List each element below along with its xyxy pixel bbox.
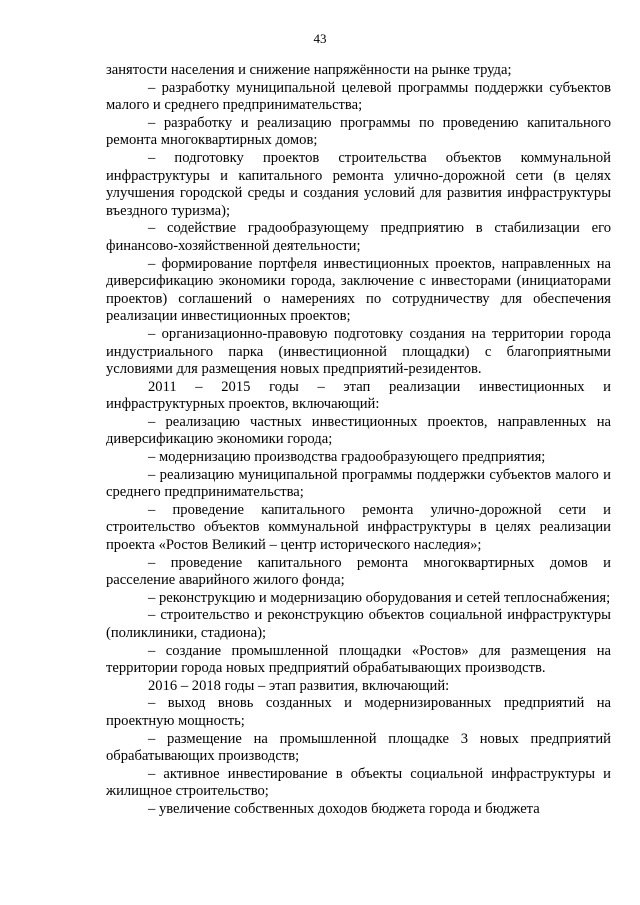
paragraph: занятости населения и снижение напряжённости на рынке труда; (106, 62, 512, 78)
list-item: – выход вновь созданных и модернизированных предприятий на проектную мощность; (106, 695, 611, 729)
list-item: – разработку муниципальной целевой программы поддержки субъектов малого и среднего предпринимательства; (106, 79, 611, 114)
stage-heading: 2011 – 2015 годы – этап реализации инвестиционных и инфраструктурных проектов, включающий: (106, 378, 611, 413)
list-item: – создание промышленной площадки «Ростов» для размещения на территории города новых предприятий обрабатывающих производств. (106, 642, 611, 677)
stage-heading: 2016 – 2018 годы – этап развития, включающий: (148, 677, 450, 694)
list-item: – реализацию частных инвестиционных проектов, направленных на диверсификацию экономики города; (106, 413, 611, 448)
list-item: – строительство и реконструкцию объектов социальной инфраструктуры (поликлиники, стадиона); (106, 607, 611, 641)
list-item: – формирование портфеля инвестиционных проектов, направленных на диверсификацию экономики города, заключение с инвесторами (инициаторами проектов) соглашений о намерениях по сотрудничеству для обеспечения реализации инвестиционных проектов; (106, 255, 611, 325)
list-item: – активное инвестирование в объекты социальной инфраструктуры и жилищное строительство; (106, 765, 611, 800)
list-item: – проведение капитального ремонта многоквартирных домов и расселение аварийного жилого фонда; (106, 554, 611, 589)
page-number: 43 (313, 31, 327, 46)
list-item: – увеличение собственных доходов бюджета города и бюджета (148, 800, 540, 817)
list-item: – подготовку проектов строительства объектов коммунальной инфраструктуры и капитального ремонта улично-дорожной сети (в целях улучшения городской среды и создания условий для развития инфраструктуры въездного туризма); (106, 149, 611, 219)
list-item: – проведение капитального ремонта улично-дорожной сети и строительство объектов коммунальной инфраструктуры в целях реализации проекта «Ростов Великий – центр исторического наследия»; (106, 501, 611, 554)
body-text (106, 62, 611, 819)
list-item: – модернизацию производства градообразующего предприятия; (148, 449, 546, 466)
list-item: – содействие градообразующему предприятию в стабилизации его финансово-хозяйственной деятельности; (106, 220, 611, 254)
list-item: – организационно-правовую подготовку создания на территории города индустриального парка (инвестиционной площадки) с благоприятными условиями для размещения новых предприятий-резидентов. (106, 325, 611, 378)
list-item: – разработку и реализацию программы по проведению капитального ремонта многоквартирных домов; (106, 114, 611, 149)
list-item: – реконструкцию и модернизацию оборудования и сетей теплоснабжения; (148, 589, 611, 606)
list-item: – размещение на промышленной площадке 3 новых предприятий обрабатывающих производств; (106, 730, 611, 765)
list-item: – реализацию муниципальной программы поддержки субъектов малого и среднего предпринимательства; (106, 466, 611, 501)
